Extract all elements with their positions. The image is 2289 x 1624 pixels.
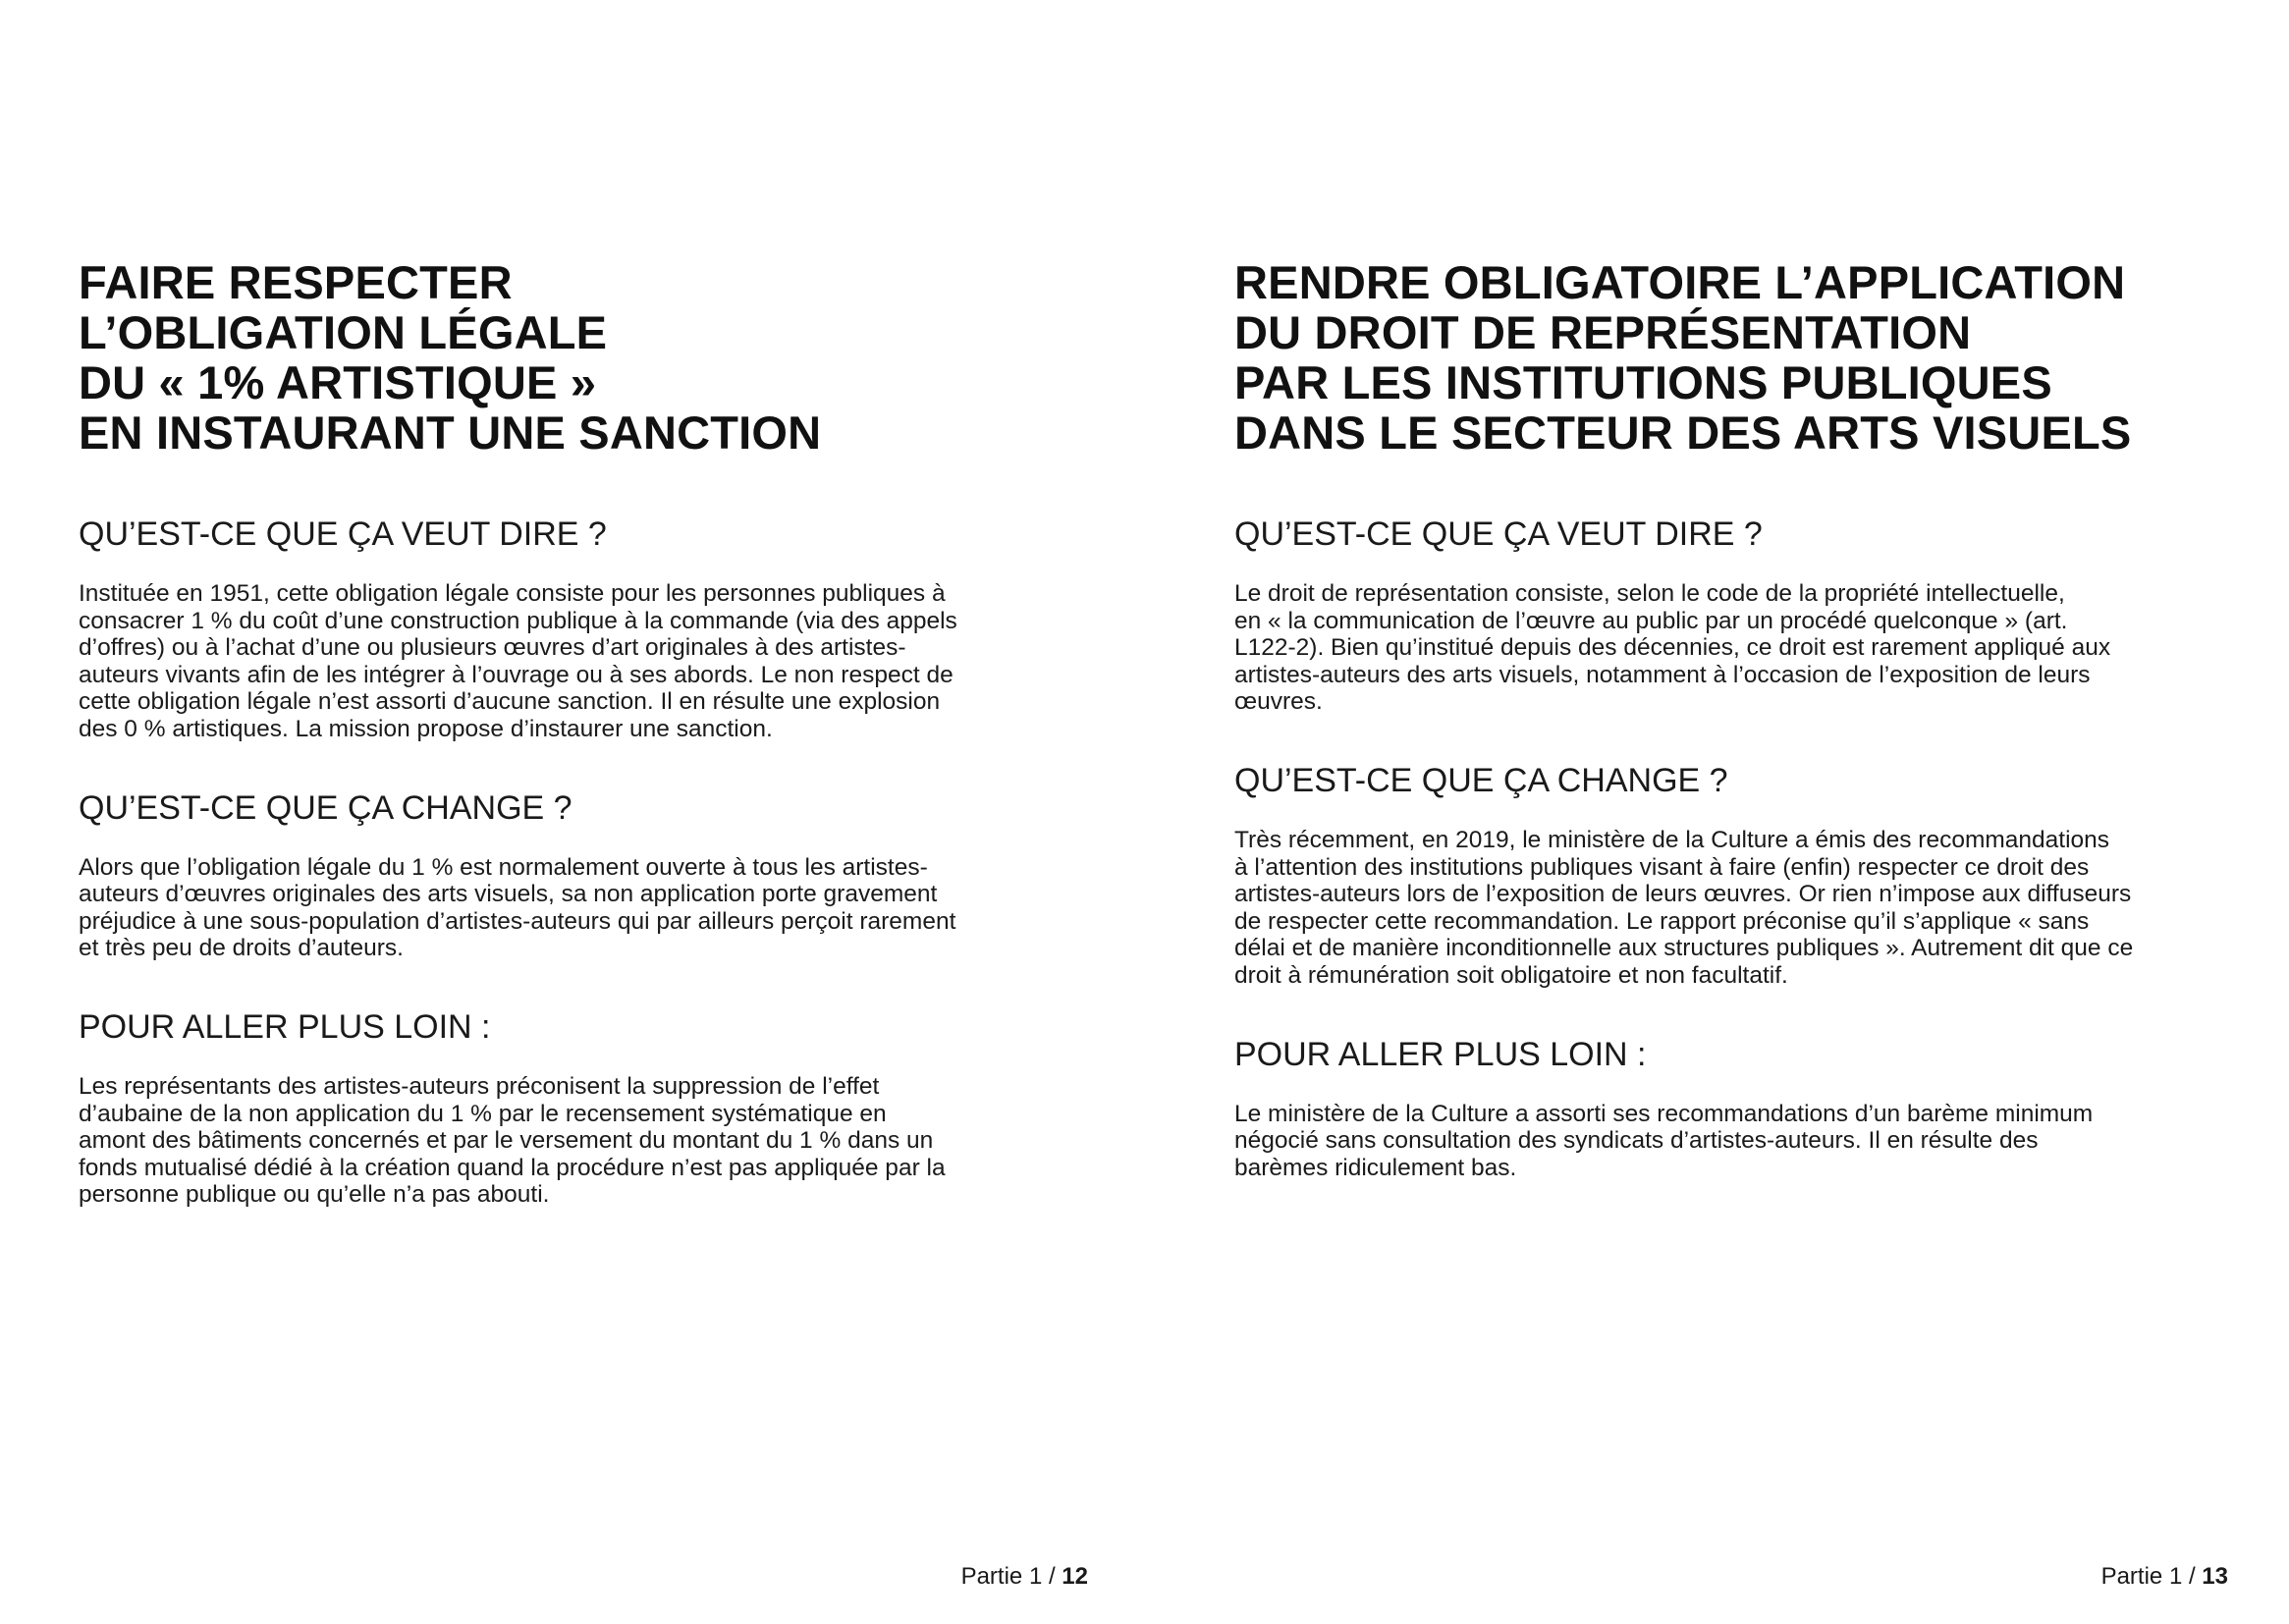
body-line: Instituée en 1951, cette obligation légale consiste pour les personnes publiques à [79, 580, 946, 607]
body-line: consacrer 1 % du coût d’une construction publique à la commande (via des appels [79, 607, 957, 634]
title-line: DU « 1% ARTISTIQUE » [79, 356, 597, 408]
body-line: L122-2). Bien qu’institué depuis des décennies, ce droit est rarement appliqué aux [1234, 634, 2111, 662]
title-line: EN INSTAURANT UNE SANCTION [79, 406, 822, 459]
body-line: auteurs vivants afin de les intégrer à l’ouvrage ou à ses abords. Le non respect de [79, 661, 954, 688]
section-heading: POUR ALLER PLUS LOIN : [79, 1007, 491, 1046]
page-number-right [2101, 1562, 2228, 1592]
title-line: RENDRE OBLIGATOIRE L’APPLICATION [1234, 256, 2126, 308]
body-line: œuvres. [1234, 688, 1323, 716]
body-line: négocié sans consultation des syndicats d’artistes-auteurs. Il en résulte des [1234, 1127, 2039, 1155]
title-line: DU DROIT DE REPRÉSENTATION [1234, 306, 1972, 358]
right-page [1145, 0, 2289, 1624]
body-line: fonds mutualisé dédié à la création quand la procédure n’est pas appliquée par la [79, 1154, 946, 1181]
body-line: amont des bâtiments concernés et par le versement du montant du 1 % dans un [79, 1127, 934, 1155]
folio-label: Partie 1 / [960, 1563, 1063, 1590]
folio-number: 12 [1062, 1563, 1088, 1590]
right-section-go-further [1234, 1035, 2226, 1182]
title-line: L’OBLIGATION LÉGALE [79, 306, 608, 358]
body-line: artistes-auteurs lors de l’exposition de leurs œuvres. Or rien n’impose aux diffuseurs [1234, 881, 2132, 908]
right-page-title [1234, 257, 2226, 458]
section-body [79, 854, 1070, 962]
left-section-go-further [79, 1007, 1070, 1209]
body-line: à l’attention des institutions publiques visant à faire (enfin) respecter ce droit des [1234, 853, 2090, 881]
body-line: barèmes ridiculement bas. [1234, 1154, 1517, 1181]
section-body [1234, 580, 2226, 716]
body-line: droit à rémunération soit obligatoire et non facultatif. [1234, 961, 1788, 989]
body-line: cette obligation légale n’est assorti d’aucune sanction. Il en résulte une explosion [79, 688, 941, 716]
body-line: artistes-auteurs des arts visuels, notamment à l’occasion de l’exposition de leurs [1234, 661, 2091, 688]
right-section-what-it-means [1234, 514, 2226, 716]
body-line: Le ministère de la Culture a assorti ses recommandations d’un barème minimum [1234, 1100, 2094, 1127]
folio-number: 13 [2202, 1563, 2228, 1590]
title-line: PAR LES INSTITUTIONS PUBLIQUES [1234, 356, 2052, 408]
page-number-left [961, 1562, 1088, 1592]
section-heading: QU’EST-CE QUE ÇA VEUT DIRE ? [1234, 515, 1763, 553]
body-line: Très récemment, en 2019, le ministère de la Culture a émis des recommandations [1234, 826, 2110, 853]
body-line: Les représentants des artistes-auteurs préconisent la suppression de l’effet [79, 1072, 880, 1100]
left-content [79, 257, 1070, 1254]
left-page-title [79, 257, 1070, 458]
section-body [79, 580, 1070, 743]
body-line: de respecter cette recommandation. Le rapport préconise qu’il s’applique « sans [1234, 907, 2090, 935]
folio-label: Partie 1 / [2100, 1563, 2203, 1590]
title-line: DANS LE SECTEUR DES ARTS VISUELS [1234, 406, 2132, 459]
body-line: délai et de manière inconditionnelle aux structures publiques ». Autrement dit que ce [1234, 935, 2134, 962]
left-section-what-it-changes [79, 788, 1070, 962]
section-heading: QU’EST-CE QUE ÇA VEUT DIRE ? [79, 515, 607, 553]
body-line: Alors que l’obligation légale du 1 % est normalement ouverte à tous les artistes- [79, 853, 928, 881]
body-line: des 0 % artistiques. La mission propose d’instaurer une sanction. [79, 715, 773, 742]
section-body [1234, 1101, 2226, 1182]
title-line: FAIRE RESPECTER [79, 256, 513, 308]
right-section-what-it-changes [1234, 761, 2226, 990]
section-heading: QU’EST-CE QUE ÇA CHANGE ? [79, 788, 572, 827]
body-line: personne publique ou qu’elle n’a pas abouti. [79, 1181, 550, 1209]
body-line: Le droit de représentation consiste, selon le code de la propriété intellectuelle, [1234, 580, 2065, 607]
section-heading: QU’EST-CE QUE ÇA CHANGE ? [1234, 761, 1728, 799]
body-line: préjudice à une sous-population d’artistes-auteurs qui par ailleurs perçoit rarement [79, 907, 956, 935]
right-content [1234, 257, 2226, 1226]
body-line: auteurs d’œuvres originales des arts visuels, sa non application porte gravement [79, 881, 938, 908]
body-line: en « la communication de l’œuvre au public par un procédé quelconque » (art. [1234, 607, 2068, 634]
section-body [1234, 827, 2226, 990]
section-heading: POUR ALLER PLUS LOIN : [1234, 1035, 1647, 1073]
body-line: d’offres) ou à l’achat d’une ou plusieurs œuvres d’art originales à des artistes- [79, 634, 906, 662]
section-body [79, 1073, 1070, 1209]
left-page [0, 0, 1144, 1624]
body-line: d’aubaine de la non application du 1 % par le recensement systématique en [79, 1100, 887, 1127]
left-section-what-it-means [79, 514, 1070, 743]
body-line: et très peu de droits d’auteurs. [79, 935, 404, 962]
